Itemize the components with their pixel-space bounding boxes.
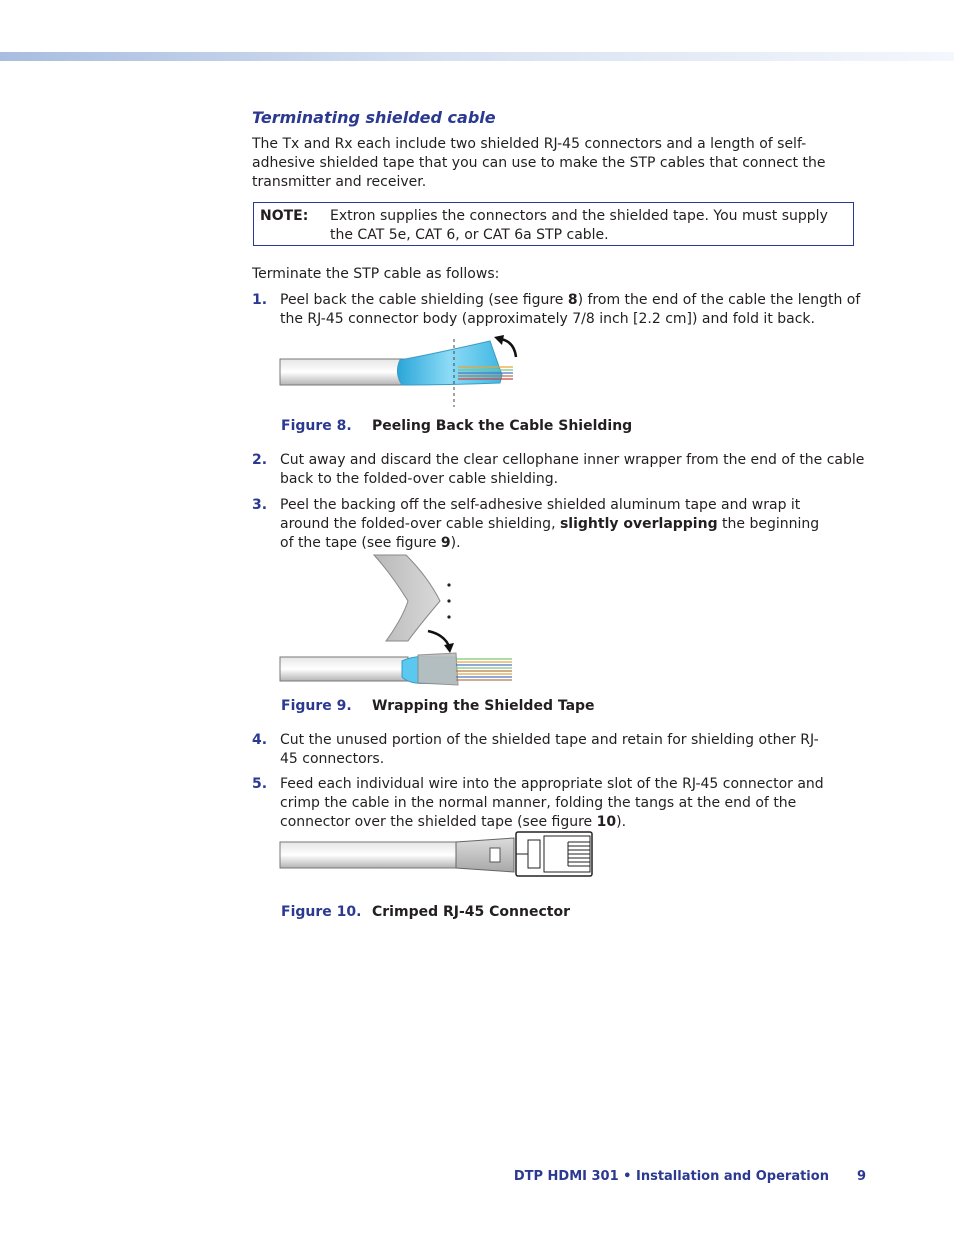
note-label: NOTE:: [260, 208, 309, 224]
figure-title: Crimped RJ-45 Connector: [372, 904, 570, 920]
step-number: 4.: [252, 732, 268, 748]
step-number: 3.: [252, 497, 268, 513]
wrapping-tape-illustration: [278, 553, 518, 689]
footer-doc-title: DTP HDMI 301 • Installation and Operation: [513, 1169, 829, 1184]
figure-8-caption: [281, 417, 632, 436]
figure-9-caption: [281, 697, 595, 716]
lead-in-text: Terminate the STP cable as follows:: [252, 266, 500, 282]
step-number: 1.: [252, 292, 268, 308]
figure-10-caption: [281, 903, 570, 922]
figure-label: Figure 9.: [281, 698, 352, 714]
step-text: Cut away and discard the clear cellophane inner wrapper from the end of the cable back to the folded-over cable shielding.: [280, 452, 865, 487]
step-number: 2.: [252, 452, 268, 468]
step-number: 5.: [252, 776, 268, 792]
note-box: [253, 202, 854, 246]
peeling-shield-illustration: [278, 333, 528, 409]
figure-title: Peeling Back the Cable Shielding: [372, 418, 633, 434]
figure-label: Figure 10.: [281, 904, 362, 920]
section-title: Terminating shielded cable: [252, 108, 496, 127]
crimped-connector-illustration: [278, 830, 600, 880]
figure-title: Wrapping the Shielded Tape: [372, 698, 595, 714]
note-text: Extron supplies the connectors and the shielded tape. You must supply the CAT 5e, CAT 6, or CAT 6a STP cable.: [330, 208, 828, 243]
intro-paragraph: The Tx and Rx each include two shielded RJ-45 connectors and a length of self-adhesive shielded tape that you can use to make the STP cables that connect the transmitter and receiver.: [252, 136, 826, 190]
page-footer: [500, 1167, 866, 1186]
step-text: Peel back the cable shielding (see figure 8) from the end of the cable the length of the RJ-45 connector body (approximately 7/8 inch [2.2 cm]) and fold it back.: [280, 292, 861, 327]
step-text: Peel the backing off the self-adhesive shielded aluminum tape and wrap it around the folded-over cable shielding, slightly overlapping the beginning of the tape (see figure 9).: [280, 497, 820, 551]
header-band: [0, 52, 954, 61]
step-text: Feed each individual wire into the appropriate slot of the RJ-45 connector and crimp the cable in the normal manner, folding the tangs at the end of the connector over the shielded tape (see figure 10).: [280, 776, 824, 830]
page-number: 9: [856, 1169, 866, 1184]
step-text: Cut the unused portion of the shielded tape and retain for shielding other RJ-45 connectors.: [280, 732, 819, 767]
figure-label: Figure 8.: [281, 418, 352, 434]
